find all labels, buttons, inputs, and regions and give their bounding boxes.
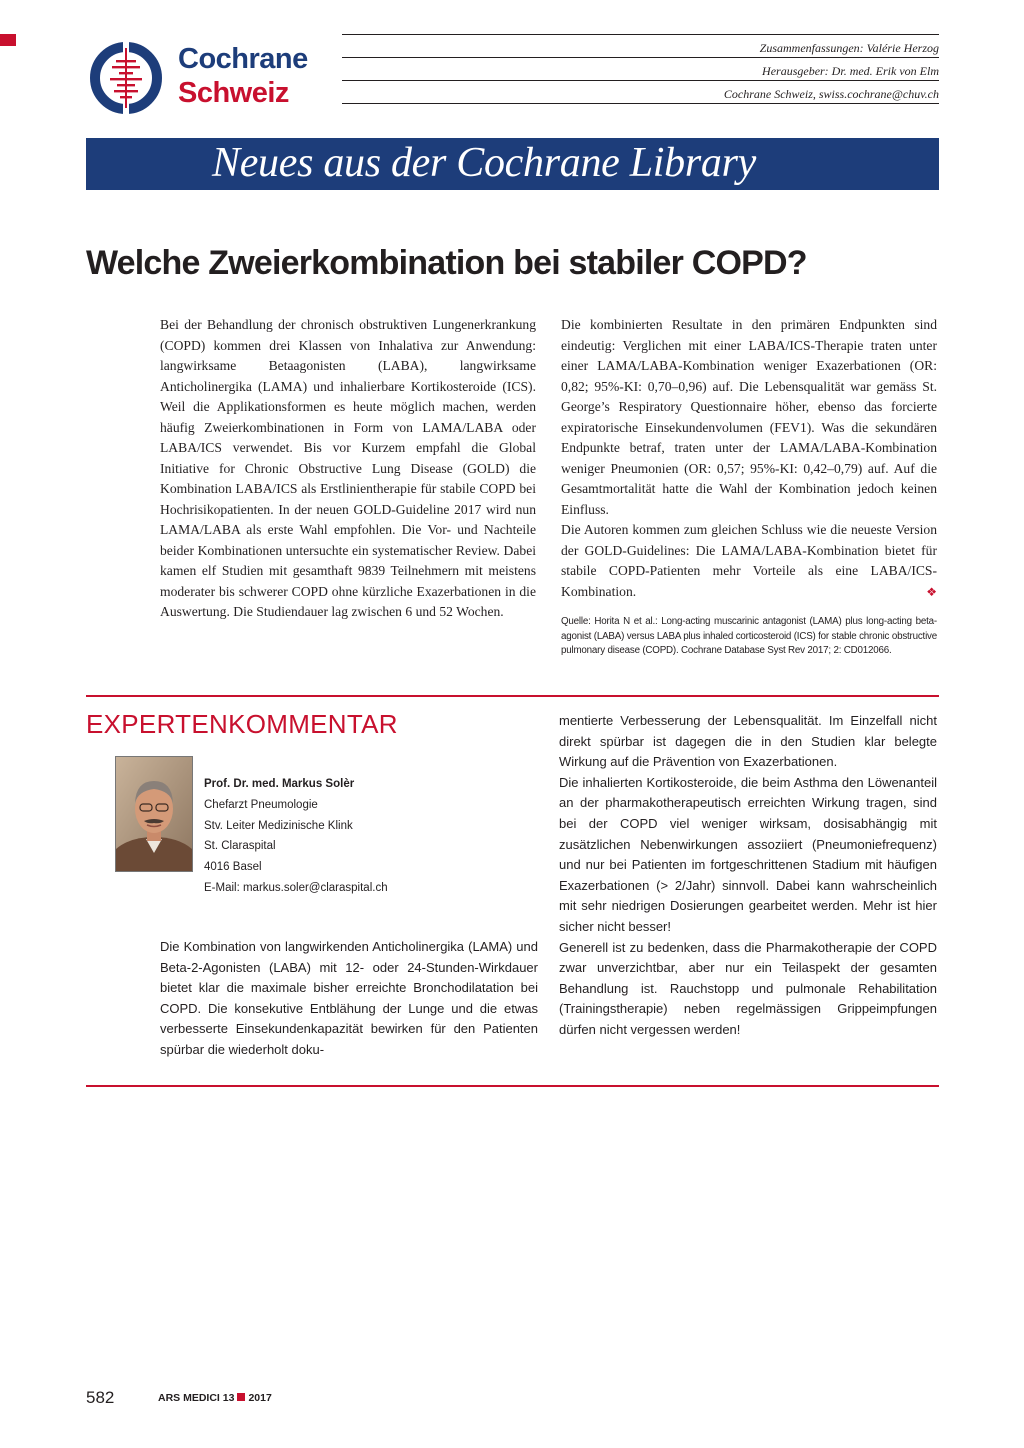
expert-paragraph: mentierte Verbesserung der Lebensqualität. Im Einzelfall nicht direkt spürbar ist dagegen die in den Studien klar belegte Wirkung auf die Prävention von Exazerbationen. <box>559 713 937 770</box>
article-paragraph: Die kombinierten Resultate in den primären Endpunkten sind eindeutig: Verglichen mit einer LABA/ICS-Therapie traten unter einer LAMA/LABA-Kombination weniger Exazerbationen (OR: 0,82; 95%-KI: 0,70–0,96) auf. Die Lebensqualität war gemäss St. George’s Respiratory Questionnaire höher, ebenso das forcierte expiratorische Einsekundenvolumen (FEV1). Was die sekundären Endpunkte betraf, traten unter der LAMA/LABA-Kombination weniger Pneumonien (OR: 0,57; 95%-KI: 0,42–0,79) auf. Auf die Gesamtmortalität hatte die Wahl der Kombination jedoch keinen Einfluss. <box>561 317 937 517</box>
article-left-column <box>160 315 536 623</box>
editor-credit: Herausgeber: Dr. med. Erik von Elm <box>342 57 939 80</box>
header-credits <box>342 34 939 104</box>
square-separator-icon <box>237 1393 245 1401</box>
section-divider <box>86 695 939 697</box>
end-mark-icon: ❖ <box>926 584 937 599</box>
summaries-credit: Zusammenfassungen: Valérie Herzog <box>342 34 939 57</box>
source-citation: Quelle: Horita N et al.: Long-acting muscarinic antagonist (LAMA) plus long-acting beta-agonist (LABA) versus LABA plus inhaled corticosteroid (ICS) for stable chronic obstructive pulmonary disease (COPD). Cochrane Database Syst Rev 2017; 2: CD012066. <box>561 616 937 656</box>
cochrane-logo-icon <box>86 38 168 120</box>
expert-right-column <box>559 711 937 1041</box>
expert-section-title: EXPERTENKOMMENTAR <box>86 709 398 739</box>
logo-word-schweiz: Schweiz <box>178 77 289 109</box>
logo-word-cochrane: Cochrane <box>178 43 308 75</box>
conclusion-text: Die Autoren kommen zum gleichen Schluss wie die neueste Version der GOLD-Guidelines: Die LAMA/LABA-Kombination bietet für stabile COPD-Patienten mehr Vorteile als eine LABA/ICS-Kombination. <box>561 522 937 599</box>
expert-paragraph: Generell ist zu bedenken, dass die Pharmakotherapie der COPD zwar unverzichtbar, aber nur ein Teilaspekt der gesamten Behandlung ist. Rauchstopp und pulmonale Rehabilitation (Trainingstherapie) neben regelmässigen Grippeimpfungen dürfen nicht vergessen werden! <box>559 939 937 1037</box>
expert-name: Prof. Dr. med. Markus Solèr <box>204 778 355 790</box>
expert-email: E-Mail: markus.soler@claraspital.ch <box>204 881 388 894</box>
article-paragraph: Bei der Behandlung der chronisch obstruktiven Lungenerkrankung (COPD) kommen drei Klassen von Inhalativa zur Anwendung: langwirksame Betaagonisten (LABA), langwirksame Anticholinergika (LAMA) und inhalierbare Kortikosteroide (ICS). Weil die Applikationsformen es heute möglich machen, werden häufig Zweierkombinationen in Form von LAMA/LABA oder LABA/ICS verwendet. Bis vor Kurzem empfahl die Global Initiative for Chronic Obstructive Lung Disease (GOLD) die Kombination LABA/ICS als Erstlinientherapie für stabile COPD bei Hochrisikopatienten. In der neuen GOLD-Guideline 2017 wird nun LAMA/LABA als erste Wahl empfohlen. Die Vor- und Nachteile beider Kombinationen untersuchte ein systematischer Review. Dabei kamen elf Studien mit gesamthaft 9839 Teilnehmern mit meistens moderater bis schwerer COPD ohne kürzliche Exazerbationen in die Auswertung. Die Studiendauer lag zwischen 6 und 52 Wochen. <box>160 317 536 619</box>
expert-paragraph: Die inhalierten Kortikosteroide, die beim Asthma den Löwenanteil an der pharmakotherapeutisch erreichten Wirkung tragen, sind bei der COPD viel weniger wirksam, dosisabhängig mit zusätzlichen Nebenwirkungen assoziiert (Pneumoniefrequenz) und nur bei Patienten im fortgeschrittenen Stadium mit häufigen Exazerbationen (> 2/Jahr) sinnvoll. Dabei kann wahrscheinlich mit sehr niedrigen Dosierungen gearbeitet werden. Mehr ist hier sicher nicht besser! <box>559 774 937 934</box>
corner-marker <box>0 34 16 46</box>
journal-year: 2017 <box>248 1392 272 1404</box>
cochrane-logo <box>86 38 346 120</box>
expert-role: Chefarzt Pneumologie <box>204 798 318 811</box>
section-banner <box>86 138 939 190</box>
section-end-divider <box>86 1085 939 1087</box>
banner-title: Neues aus der Cochrane Library <box>212 140 756 186</box>
expert-paragraph: Die Kombination von langwirkenden Anticholinergika (LAMA) und Beta-2-Agonisten (LABA) mit 12- oder 24-Stunden-Wirkdauer bietet klar die maximale bisher erreichte Bronchodilatation bei COPD. Die konsekutive Entblähung der Lunge und die etwas verbesserte Einsekundenkapazität bewirken für den Patienten spürbar die wiederholt doku- <box>160 939 538 1057</box>
expert-portrait <box>115 756 193 872</box>
expert-hospital: St. Claraspital <box>204 840 276 853</box>
page-number: 582 <box>86 1388 115 1407</box>
journal-name: ARS MEDICI 13 <box>158 1392 235 1404</box>
article-right-column <box>561 315 937 659</box>
expert-city: 4016 Basel <box>204 861 262 874</box>
article-headline: Welche Zweierkombination bei stabiler COPD? <box>86 244 807 282</box>
expert-role: Stv. Leiter Medizinische Klink <box>204 819 353 832</box>
expert-contact <box>204 774 388 899</box>
article-paragraph <box>561 520 937 602</box>
expert-left-column <box>160 937 538 1061</box>
journal-info <box>158 1392 272 1404</box>
contact-credit: Cochrane Schweiz, swiss.cochrane@chuv.ch <box>342 80 939 104</box>
